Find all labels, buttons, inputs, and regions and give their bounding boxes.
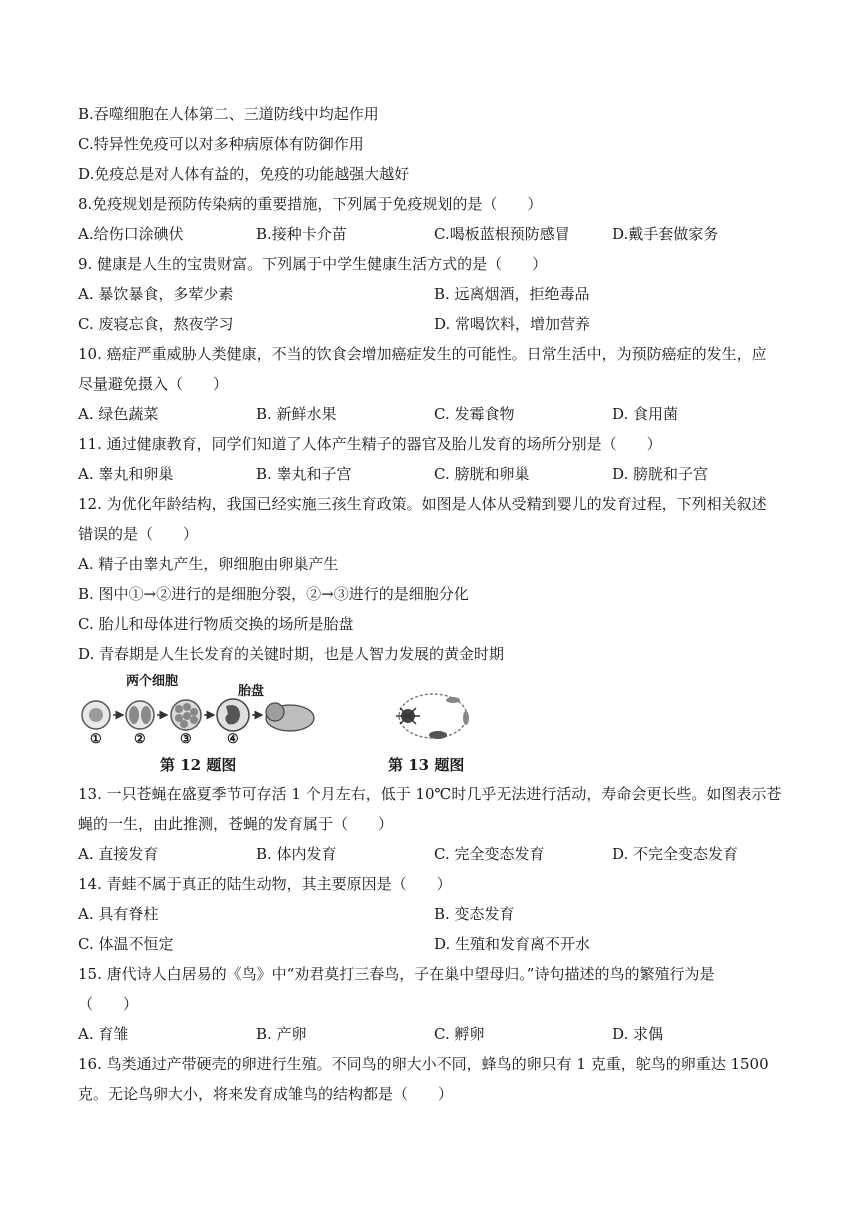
q7-option-d: D.免疫总是对人体有益的，免疫的功能越强大越好 (78, 165, 410, 183)
figure-12-13 (78, 668, 478, 778)
q14-option-b: B. 变态发育 (434, 905, 515, 923)
q13-stem-line2: 蝇的一生，由此推测，苍蝇的发育属于（ ） (78, 815, 394, 833)
q11-option-b: B. 睾丸和子宫 (256, 465, 352, 483)
q13-option-a: A. 直接发育 (78, 845, 159, 863)
q9-option-d: D. 常喝饮料，增加营养 (434, 315, 591, 333)
q15-options (78, 1024, 798, 1044)
q8-option-a: A.给伤口涂碘伏 (78, 225, 184, 243)
q9-stem: 9. 健康是人生的宝贵财富。下列属于中学生健康生活方式的是（ ） (78, 255, 548, 273)
figure-12-caption: 第 12 题图 (160, 756, 237, 774)
zygote-icon (82, 701, 110, 729)
embryo-icon (217, 699, 249, 731)
q8-option-b: B.接种卡介苗 (256, 225, 347, 243)
q13-option-b: B. 体内发育 (256, 845, 337, 863)
q12-option-c: C. 胎儿和母体进行物质交换的场所是胎盘 (78, 615, 354, 633)
baby-icon (266, 703, 314, 731)
stage-number-2: ② (134, 732, 146, 747)
q15-stem-line2: （ ） (78, 995, 139, 1013)
q13-options (78, 844, 798, 864)
q11-options (78, 464, 798, 484)
q7-option-b: B.吞噬细胞在人体第二、三道防线中均起作用 (78, 105, 379, 123)
q10-options (78, 404, 798, 424)
label-placenta: 胎盘 (238, 684, 265, 699)
q10-option-a: A. 绿色蔬菜 (78, 405, 159, 423)
q13-option-d: D. 不完全变态发育 (612, 845, 739, 863)
q13-option-c: C. 完全变态发育 (434, 845, 545, 863)
q14-stem: 14. 青蛙不属于真正的陆生动物，其主要原因是（ ） (78, 875, 452, 893)
q9-option-b: B. 远离烟酒，拒绝毒品 (434, 285, 590, 303)
development-diagram (78, 688, 478, 758)
q10-stem-line1: 10. 癌症严重威胁人类健康，不当的饮食会增加癌症发生的可能性。日常生活中，为预防癌症的发生，应 (78, 345, 767, 363)
q11-option-a: A. 睾丸和卵巢 (78, 465, 174, 483)
q16-stem-line1: 16. 鸟类通过产带硬壳的卵进行生殖。不同鸟的卵大小不同，蜂鸟的卵只有 1 克重，鸵鸟的卵重达 1500 (78, 1055, 769, 1073)
q10-stem-line2: 尽量避免摄入（ ） (78, 375, 229, 393)
q10-option-c: C. 发霉食物 (434, 405, 515, 423)
q8-options (78, 224, 798, 244)
q12-stem-line1: 12. 为优化年龄结构，我国已经实施三孩生育政策。如图是人体从受精到婴儿的发育过程，下列相关叙述 (78, 495, 767, 513)
q16-stem-line2: 克。无论鸟卵大小，将来发育成雏鸟的结构都是（ ） (78, 1085, 454, 1103)
q11-option-c: C. 膀胱和卵巢 (434, 465, 530, 483)
q9-option-c: C. 废寝忘食，熬夜学习 (78, 315, 234, 333)
q12-option-a: A. 精子由睾丸产生，卵细胞由卵巢产生 (78, 555, 339, 573)
q10-option-d: D. 食用菌 (612, 405, 679, 423)
fly-life-cycle-icon (396, 694, 469, 739)
q11-option-d: D. 膀胱和子宫 (612, 465, 709, 483)
stage-number-3: ③ (180, 732, 192, 747)
q11-stem: 11. 通过健康教育，同学们知道了人体产生精子的器官及胎儿发育的场所分别是（ ） (78, 435, 662, 453)
q10-option-b: B. 新鲜水果 (256, 405, 337, 423)
q14-options-row1 (78, 904, 798, 924)
stage-number-1: ① (90, 732, 102, 747)
q12-option-d: D. 青春期是人生长发育的关键时期，也是人智力发展的黄金时期 (78, 645, 505, 663)
label-two-cells: 两个细胞 (126, 674, 179, 689)
q8-stem: 8.免疫规划是预防传染病的重要措施，下列属于免疫规划的是（ ） (78, 195, 543, 213)
two-cell-icon (126, 701, 154, 729)
q9-options-row1 (78, 284, 798, 304)
q15-option-b: B. 产卵 (256, 1025, 307, 1043)
q8-option-d: D.戴手套做家务 (612, 225, 719, 243)
q14-option-c: C. 体温不恒定 (78, 935, 174, 953)
figure-13-caption: 第 13 题图 (388, 756, 465, 774)
q14-option-d: D. 生殖和发育离不开水 (434, 935, 591, 953)
q7-option-c: C.特异性免疫可以对多种病原体有防御作用 (78, 135, 364, 153)
q9-options-row2 (78, 314, 798, 334)
q15-option-c: C. 孵卵 (434, 1025, 485, 1043)
q15-stem-line1: 15. 唐代诗人白居易的《鸟》中“劝君莫打三春鸟，子在巢中望母归。”诗句描述的鸟的繁殖行为是 (78, 965, 715, 983)
q8-option-c: C.喝板蓝根预防感冒 (434, 225, 570, 243)
q14-options-row2 (78, 934, 798, 954)
stage-number-4: ④ (227, 732, 239, 747)
q12-stem-line2: 错误的是（ ） (78, 525, 199, 543)
q15-option-a: A. 育雏 (78, 1025, 129, 1043)
q12-option-b: B. 图中①→②进行的是细胞分裂，②→③进行的是细胞分化 (78, 585, 469, 603)
q15-option-d: D. 求偶 (612, 1025, 664, 1043)
q14-option-a: A. 具有脊柱 (78, 905, 159, 923)
q9-option-a: A. 暴饮暴食，多荤少素 (78, 285, 234, 303)
q13-stem-line1: 13. 一只苍蝇在盛夏季节可存活 1 个月左右，低于 10℃时几乎无法进行活动，寿命会更长些。如图表示苍 (78, 785, 782, 803)
morula-icon (171, 700, 201, 730)
